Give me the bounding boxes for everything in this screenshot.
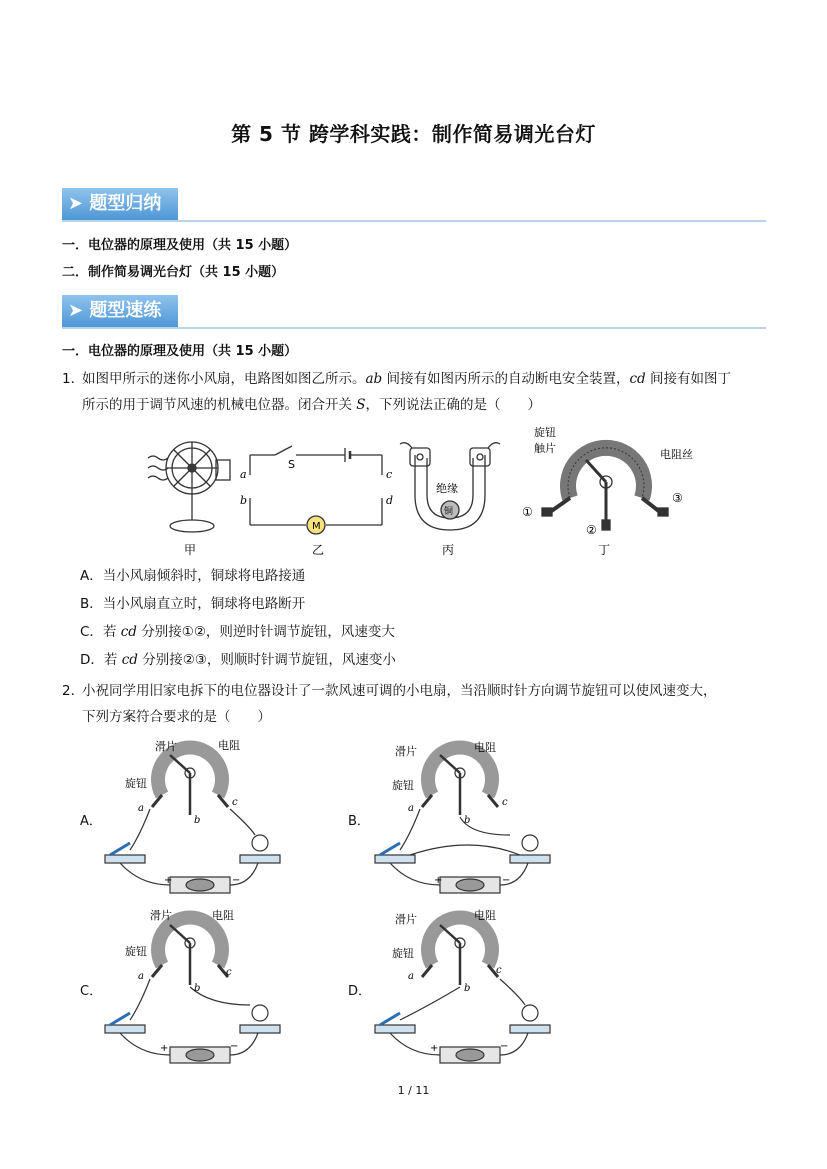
- terminal-c: c: [496, 965, 502, 976]
- insulate-label: 绝缘: [436, 482, 458, 495]
- q1-option-c[interactable]: C．若 cd 分别接①②，则逆时针调节旋钮，风速变大: [80, 624, 395, 640]
- knob-label: 旋钮: [125, 777, 147, 790]
- q1-figure: [140, 420, 720, 560]
- toc-item-1[interactable]: 一．电位器的原理及使用（共 15 小题）: [62, 238, 298, 253]
- var-s: S: [356, 397, 366, 413]
- resistor-label: 电阻: [218, 739, 240, 752]
- q1-option-a[interactable]: A．当小风扇倾斜时，铜球将电路接通: [80, 568, 306, 584]
- terminal-b: b: [464, 983, 471, 994]
- page-number: 1 / 11: [397, 1084, 430, 1097]
- section-banner-practice: [62, 295, 766, 329]
- terminal-a: a: [138, 971, 144, 982]
- q1-option-b[interactable]: B．当小风扇直立时，铜球将电路断开: [80, 596, 306, 612]
- toc-item-2[interactable]: 二．制作简易调光台灯（共 15 小题）: [62, 265, 285, 280]
- node-b: b: [240, 494, 248, 507]
- switch-label: S: [288, 458, 295, 471]
- terminal-a: a: [138, 803, 144, 814]
- question-1: [62, 366, 772, 418]
- section-banner-summary: [62, 188, 766, 222]
- question-text: 小祝同学用旧家电拆下的电位器设计了一款风速可调的小电扇，当沿顺时针方向调节旋钮可以使风速变大，: [82, 683, 717, 699]
- terminal-b: b: [194, 983, 201, 994]
- q2-figure-d: [370, 905, 560, 1070]
- banner-divider: [62, 327, 766, 329]
- knob-label: 旋钮: [125, 945, 147, 958]
- q2-option-c[interactable]: C．: [80, 984, 103, 999]
- q2-figure-c: [100, 905, 290, 1070]
- terminal-b: b: [194, 815, 201, 826]
- q2-figure-a: [100, 735, 290, 900]
- var-ab: ab: [365, 371, 383, 387]
- fig-label-ding: 丁: [598, 543, 611, 557]
- var-cd: cd: [629, 371, 646, 387]
- minus-label: −: [502, 875, 511, 886]
- section-heading: 一．电位器的原理及使用（共 15 小题）: [62, 344, 298, 359]
- minus-label: −: [230, 1041, 239, 1052]
- question-text: ，下列说法正确的是（ ）: [365, 397, 542, 413]
- node-a: a: [240, 468, 247, 481]
- resistor-label: 电阻: [212, 909, 234, 922]
- fig-label-yi: 乙: [312, 543, 325, 557]
- plus-label: +: [430, 1043, 439, 1054]
- fig-label-jia: 甲: [184, 543, 197, 557]
- terminal-c: c: [226, 967, 232, 978]
- knob-label: 旋钮: [392, 779, 414, 792]
- question-number: 1．: [62, 371, 85, 387]
- question-text: 如图甲所示的迷你小风扇，电路图如图乙所示。: [82, 371, 366, 387]
- arrow-icon: ➤: [68, 300, 84, 321]
- wire-label: 电阻丝: [660, 448, 693, 461]
- q2-option-a[interactable]: A．: [80, 814, 102, 829]
- q2-option-b[interactable]: B．: [348, 814, 370, 829]
- fan-illustration: [148, 442, 230, 532]
- slider-label: 滑片: [150, 909, 172, 922]
- question-number: 2．: [62, 683, 85, 699]
- question-text: 所示的用于调节风速的机械电位器。闭合开关: [82, 397, 357, 413]
- copper-label: 铜: [444, 507, 454, 517]
- terminal-2: ②: [586, 523, 597, 537]
- plus-label: +: [164, 875, 173, 886]
- terminal-b: b: [464, 815, 471, 826]
- terminal-3: ③: [672, 491, 683, 505]
- resistor-label: 电阻: [474, 909, 496, 922]
- page-title: 第 5 节 跨学科实践：制作简易调光台灯: [231, 122, 596, 146]
- terminal-1: ①: [522, 505, 533, 519]
- plus-label: +: [160, 1043, 169, 1054]
- motor-label: M: [312, 521, 321, 532]
- question-2: [62, 678, 772, 730]
- knob-label: 旋钮: [534, 426, 556, 439]
- slider-label: 滑片: [395, 745, 417, 758]
- terminal-c: c: [232, 797, 238, 808]
- slider-label: 滑片: [395, 913, 417, 926]
- banner-divider: [62, 220, 766, 222]
- q2-option-d[interactable]: D．: [348, 984, 372, 999]
- slider-label: 触片: [534, 442, 556, 455]
- knob-label: 旋钮: [392, 947, 414, 960]
- terminal-a: a: [408, 971, 414, 982]
- slider-label: 滑片: [155, 740, 177, 753]
- terminal-a: a: [408, 803, 414, 814]
- question-text: 下列方案符合要求的是（ ）: [82, 709, 271, 725]
- question-text: 间接有如图丁: [645, 371, 731, 387]
- potentiometer-illustration: [542, 448, 668, 530]
- minus-label: −: [500, 1041, 509, 1052]
- banner-label: 题型归纳: [89, 193, 162, 214]
- minus-label: −: [232, 875, 241, 886]
- arrow-icon: ➤: [68, 193, 84, 214]
- fig-label-bing: 丙: [442, 543, 455, 557]
- node-d: d: [386, 494, 394, 507]
- question-text: 间接有如图丙所示的自动断电安全装置，: [382, 371, 630, 387]
- plus-label: +: [434, 875, 443, 886]
- resistor-label: 电阻: [474, 741, 496, 754]
- q1-option-d[interactable]: D．若 cd 分别接②③，则顺时针调节旋钮，风速变小: [80, 652, 396, 668]
- node-c: c: [386, 468, 393, 481]
- q2-figure-b: [370, 735, 560, 900]
- banner-label: 题型速练: [89, 300, 162, 321]
- terminal-c: c: [502, 797, 508, 808]
